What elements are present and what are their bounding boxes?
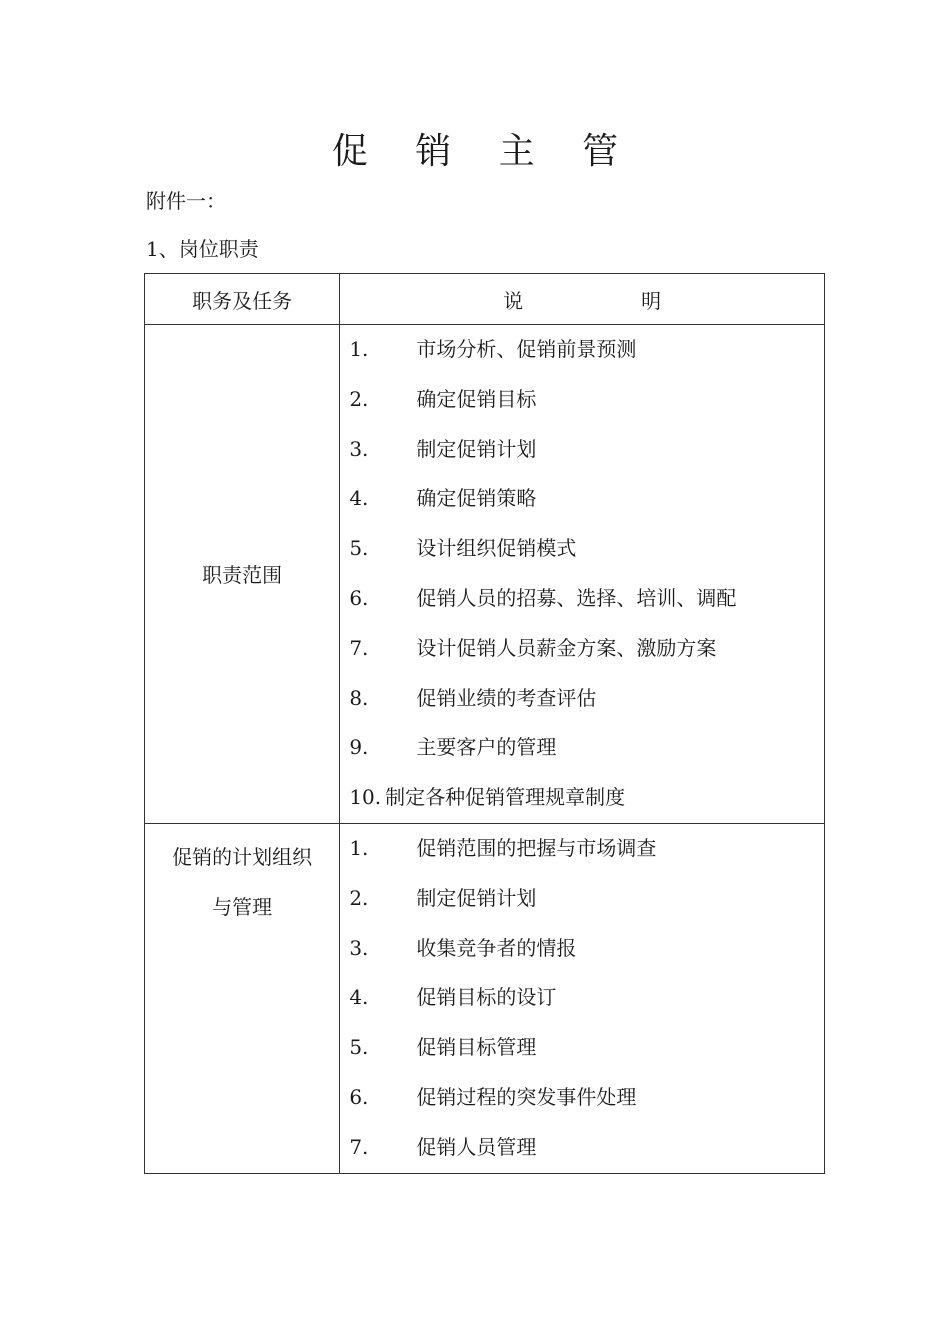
header-description [340, 274, 825, 325]
header-description-part2: 明 [641, 288, 662, 313]
section-heading: 1、岗位职责 [146, 237, 259, 261]
list-item [349, 1123, 824, 1173]
item-text: 市场分析、促销前景预测 [416, 337, 637, 361]
list-item [349, 524, 824, 574]
list-item [349, 674, 824, 724]
table-header-row [145, 274, 825, 325]
item-text: 促销业绩的考查评估 [416, 685, 597, 710]
list-item [349, 773, 824, 823]
category-planning [145, 823, 340, 1173]
item-text: 主要客户的管理 [416, 735, 557, 760]
item-text: 促销范围的把握与市场调查 [416, 835, 657, 860]
item-text: 促销过程的突发事件处理 [416, 1084, 637, 1109]
item-number: 5. [349, 1035, 369, 1060]
item-number: 3. [349, 436, 369, 461]
document-title: 促 销 主 管 [331, 131, 637, 172]
item-text: 设计促销人员薪金方案、激励方案 [416, 635, 717, 660]
item-number: 2. [349, 885, 369, 910]
item-text: 制定促销计划 [416, 885, 537, 910]
item-text: 促销目标管理 [416, 1035, 537, 1060]
item-number: 9. [349, 735, 369, 760]
item-list [340, 824, 824, 1173]
attachment-label: 附件一： [146, 189, 226, 213]
list-item [349, 874, 824, 924]
item-number: 6. [349, 585, 369, 610]
item-text: 确定促销策略 [416, 486, 537, 511]
category-line-2: 与管理 [212, 894, 273, 919]
list-item [349, 723, 824, 773]
item-number: 7. [349, 635, 369, 660]
item-text: 制定促销计划 [416, 436, 537, 461]
list-item [349, 924, 824, 974]
item-text: 设计组织促销模式 [416, 536, 577, 561]
item-number: 3. [349, 935, 369, 960]
category-planning-label [145, 824, 339, 932]
item-number: 8. [349, 685, 369, 710]
duty-table [144, 273, 825, 1174]
item-text: 促销人员管理 [416, 1134, 537, 1159]
items-cell [340, 823, 825, 1173]
items-cell [340, 325, 825, 824]
item-text: 促销目标的设订 [416, 985, 557, 1010]
list-item [349, 1023, 824, 1073]
item-number: 2. [349, 386, 369, 411]
list-item [349, 325, 824, 375]
list-item [349, 824, 824, 874]
table-row [145, 823, 825, 1173]
list-item [349, 574, 824, 624]
category-line-1: 促销的计划组织 [172, 844, 313, 869]
header-duty-task: 职务及任务 [145, 274, 340, 325]
item-text: 制定各种促销管理规章制度 [385, 785, 626, 810]
header-description-part1: 说 [503, 288, 524, 313]
item-number: 1. [349, 337, 369, 361]
item-number: 6. [349, 1084, 369, 1109]
item-number: 1. [349, 835, 369, 860]
list-item [349, 425, 824, 475]
item-list [340, 325, 824, 823]
list-item [349, 375, 824, 425]
item-number: 4. [349, 486, 369, 511]
list-item [349, 1073, 824, 1123]
item-text: 确定促销目标 [416, 386, 537, 411]
item-number: 10. [349, 785, 382, 810]
item-text: 促销人员的招募、选择、培训、调配 [416, 585, 737, 610]
item-number: 5. [349, 536, 369, 561]
category-scope: 职责范围 [145, 325, 340, 824]
item-text: 收集竞争者的情报 [416, 935, 577, 960]
list-item [349, 973, 824, 1023]
list-item [349, 624, 824, 674]
list-item [349, 474, 824, 524]
item-number: 4. [349, 985, 369, 1010]
item-number: 7. [349, 1134, 369, 1159]
table-row [145, 325, 825, 824]
